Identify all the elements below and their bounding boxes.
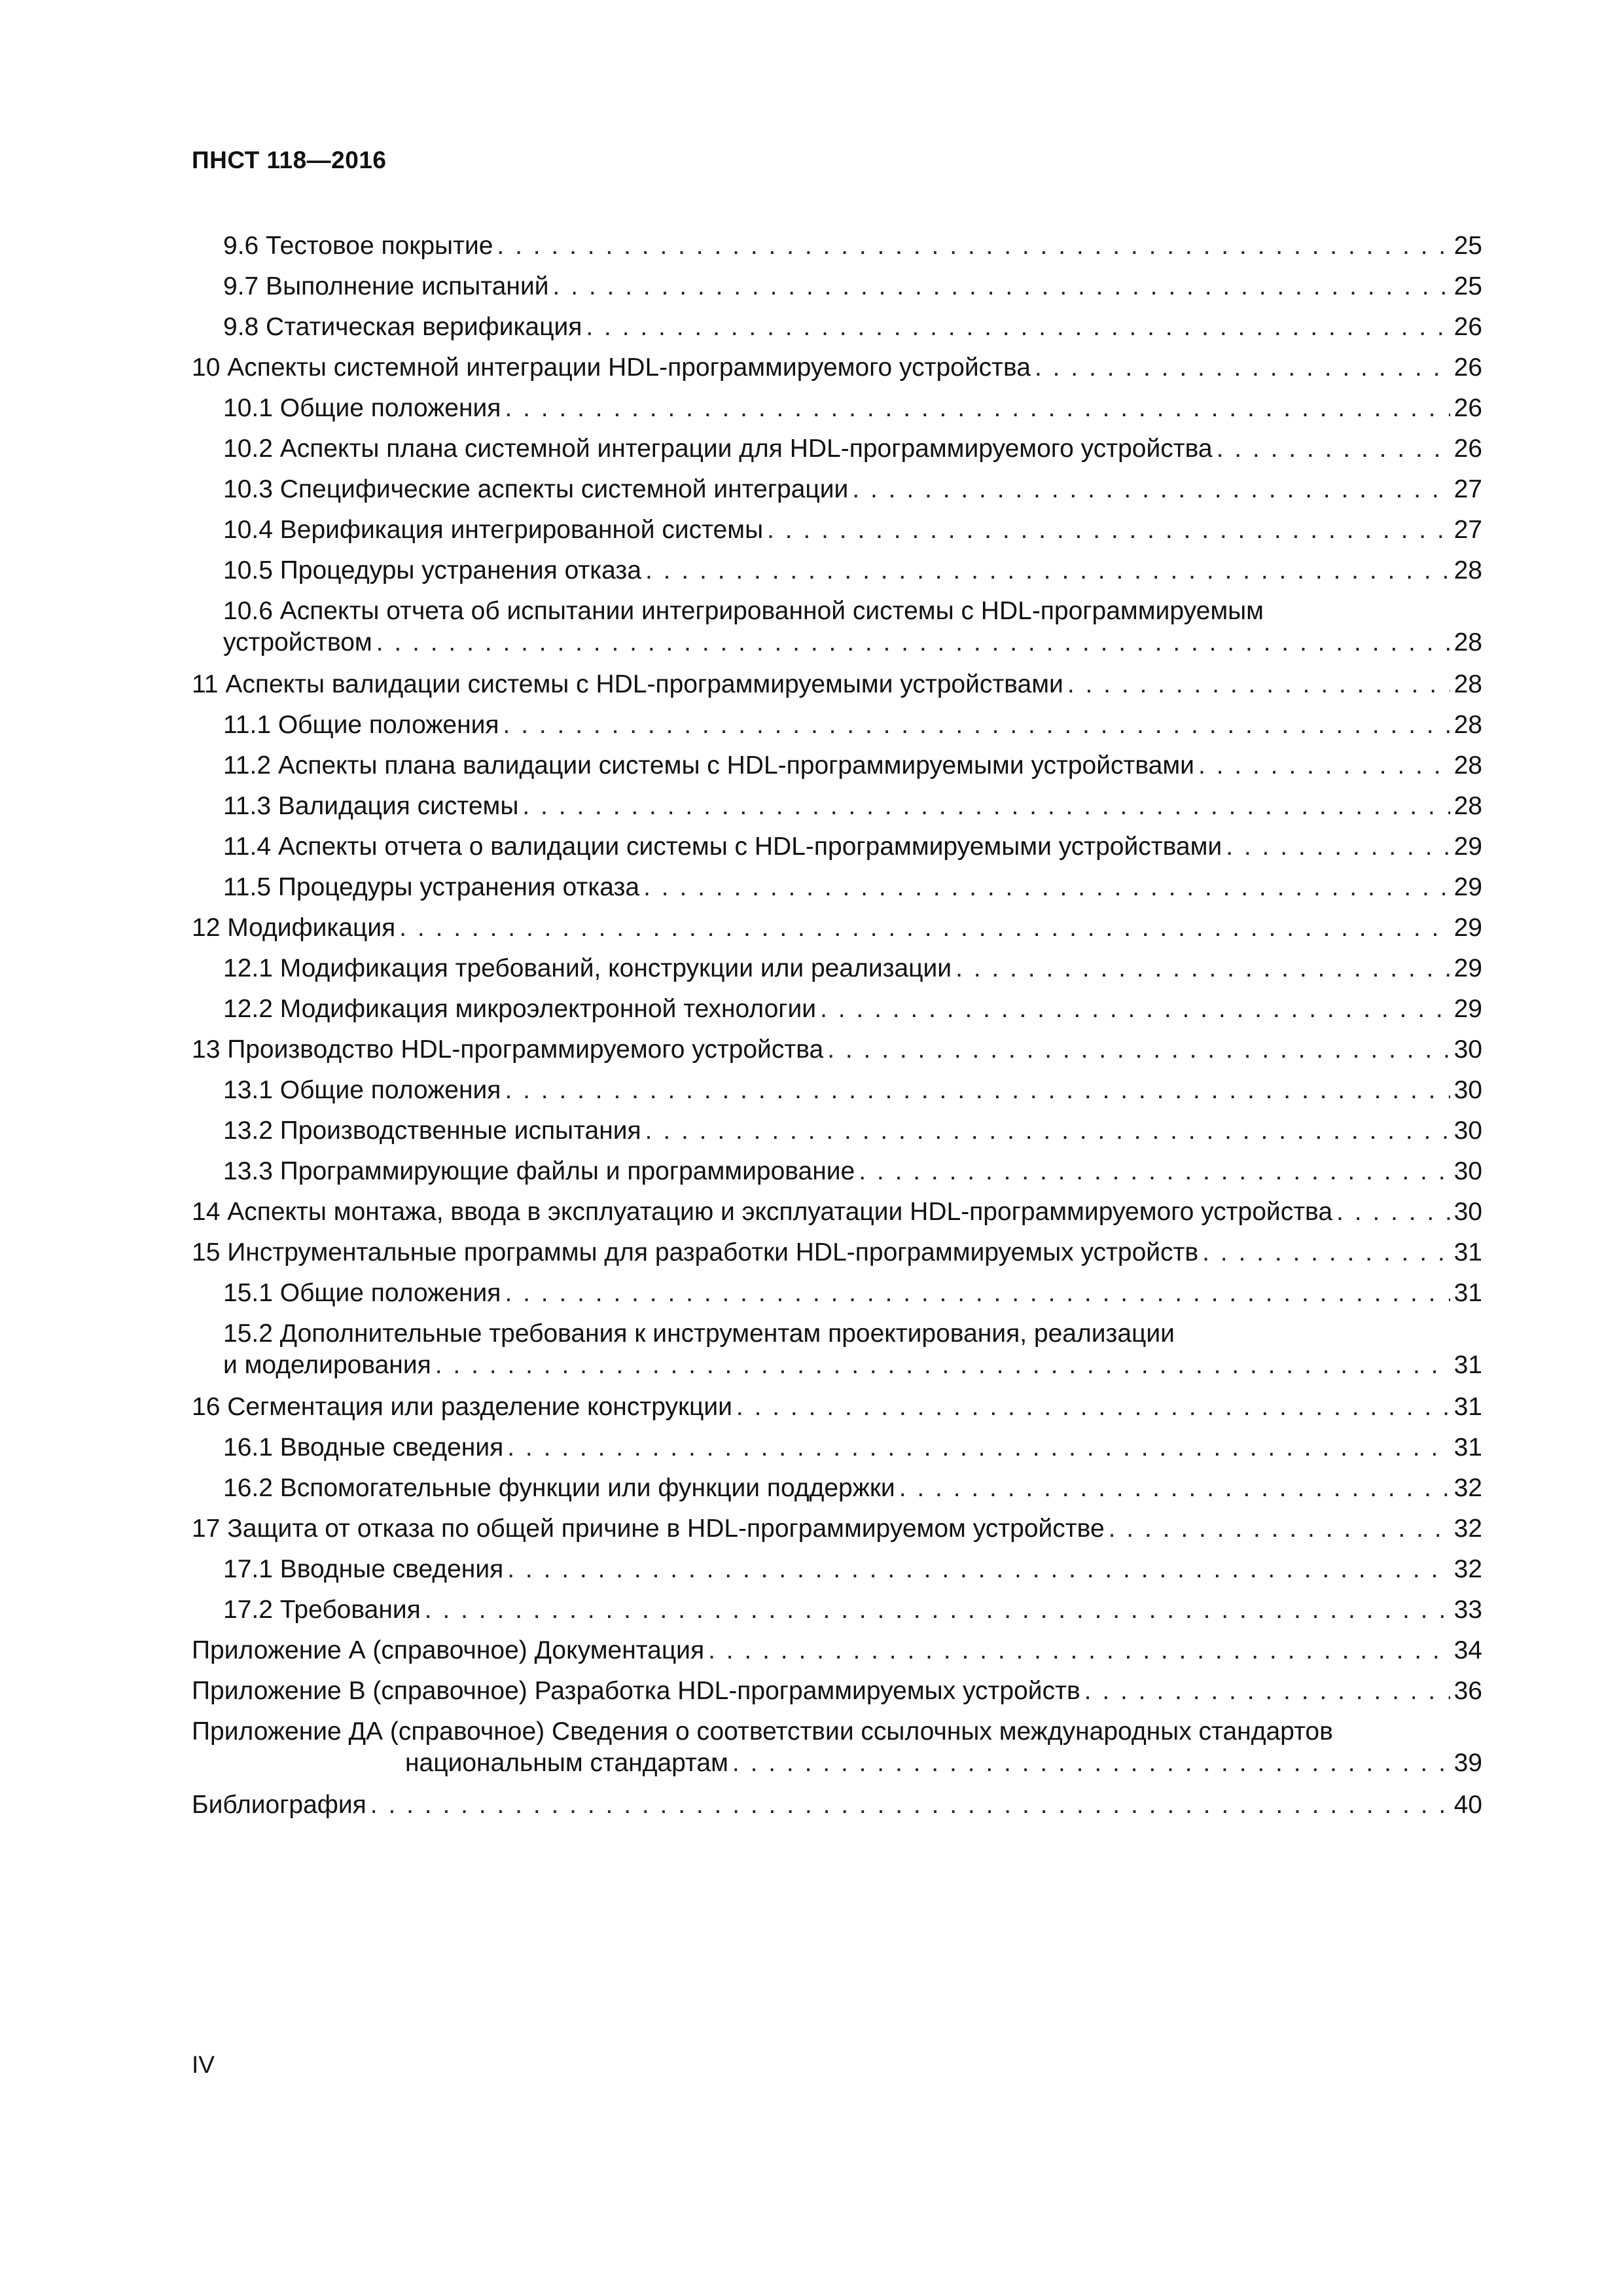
toc-entry[interactable] (192, 346, 1482, 386)
toc-entry-page: 40 (1454, 1791, 1482, 1819)
document-header: ПНСТ 118—2016 (192, 147, 387, 173)
toc-entry-title: 17.1 Вводные сведения (223, 1555, 504, 1583)
dot-leader (586, 312, 1450, 343)
toc-entry-title: 11.1 Общие положения (223, 711, 499, 739)
toc-entry-title: 15.2 Дополнительные требования к инструментам проектирования, реализации (223, 1319, 1175, 1348)
dot-leader (1198, 750, 1450, 781)
dot-leader (399, 912, 1450, 944)
toc-entry-title: 15 Инструментальные программы для разработки HDL-программируемых устройств (192, 1238, 1199, 1266)
toc-entry[interactable] (192, 906, 1482, 946)
dot-leader (1067, 669, 1450, 700)
toc-entry-page: 26 (1454, 435, 1482, 463)
dot-leader (505, 393, 1450, 424)
toc-entry-page: 34 (1454, 1636, 1482, 1664)
toc-entry-page: 36 (1454, 1677, 1482, 1705)
toc-entry-title: 10.5 Процедуры устранения отказа (223, 556, 642, 584)
dot-leader (507, 1432, 1450, 1463)
toc-entry-title: Приложение А (справочное) Документация (192, 1636, 705, 1664)
dot-leader (767, 514, 1450, 546)
toc-entry-page: 31 (1454, 1393, 1482, 1421)
toc-entry[interactable] (192, 427, 1482, 467)
toc-entry[interactable] (192, 1669, 1482, 1710)
toc-entry-page: 30 (1454, 1117, 1482, 1145)
toc-entry-title-continued: устройством (223, 628, 372, 656)
toc-entry-title: 10.2 Аспекты плана системной интеграции для HDL-программируемого устройства (223, 435, 1213, 463)
dot-leader (852, 474, 1450, 505)
toc-entry-title: 16 Сегментация или разделение конструкции (192, 1393, 732, 1421)
dot-leader (1084, 1676, 1450, 1707)
toc-entry-page: 30 (1454, 1076, 1482, 1104)
toc-entry-title: 16.1 Вводные сведения (223, 1433, 504, 1462)
toc-entry-title: 12.2 Модификация микроэлектронной технологии (223, 995, 817, 1023)
toc-entry-title: 10.1 Общие положения (223, 394, 501, 422)
toc-entry[interactable] (192, 467, 1482, 508)
toc-entry-page: 26 (1454, 353, 1482, 382)
dot-leader (645, 1115, 1450, 1147)
toc-entry-title: 10.6 Аспекты отчета об испытании интегрированной системы с HDL-программируемым (223, 597, 1264, 625)
toc-entry-title: 13 Производство HDL-программируемого устройства (192, 1035, 824, 1064)
toc-entry[interactable] (192, 987, 1482, 1028)
toc-entry[interactable] (192, 1547, 1482, 1588)
toc-entry[interactable] (192, 1507, 1482, 1547)
toc-entry-title: 11.3 Валидация системы (223, 792, 519, 820)
toc-entry[interactable] (192, 305, 1482, 346)
dot-leader (505, 1075, 1450, 1106)
toc-entry-title: 11.2 Аспекты плана валидации системы с HDL-программируемыми устройствами (223, 751, 1194, 780)
toc-entry-page: 27 (1454, 475, 1482, 503)
toc-entry[interactable] (192, 1109, 1482, 1149)
toc-entry-page: 28 (1454, 751, 1482, 780)
toc-entry[interactable] (192, 744, 1482, 784)
toc-entry-title: Приложение ДА (справочное) Сведения о соответствии ссылочных международных стандартов (192, 1717, 1333, 1746)
toc-entry-title-continued: и моделирования (223, 1351, 431, 1379)
toc-entry-page: 30 (1454, 1198, 1482, 1226)
dot-leader (553, 271, 1450, 302)
toc-entry-title: 9.6 Тестовое покрытие (223, 232, 493, 260)
dot-leader (505, 1278, 1450, 1309)
dot-leader (522, 791, 1450, 822)
toc-entry[interactable] (192, 1230, 1482, 1271)
toc-entry-page: 31 (1454, 1279, 1482, 1307)
toc-entry-page: 28 (1454, 670, 1482, 698)
toc-entry-title: 13.1 Общие положения (223, 1076, 501, 1104)
toc-entry[interactable] (192, 548, 1482, 589)
toc-entry-title: 17.2 Требования (223, 1596, 421, 1624)
toc-entry-title: 12 Модификация (192, 914, 396, 942)
toc-entry-title: 15.1 Общие положения (223, 1279, 501, 1307)
toc-entry[interactable] (192, 662, 1482, 703)
dot-leader (820, 994, 1450, 1025)
toc-entry-title: 10.4 Верификация интегрированной системы (223, 516, 764, 544)
toc-entry-page: 29 (1454, 833, 1482, 861)
toc-entry-page: 26 (1454, 394, 1482, 422)
toc-entry-page: 29 (1454, 954, 1482, 982)
toc-entry[interactable] (192, 224, 1482, 264)
toc-entry[interactable] (192, 1628, 1482, 1669)
toc-entry-page: 26 (1454, 313, 1482, 341)
toc-entry[interactable] (192, 1466, 1482, 1507)
toc-entry[interactable] (192, 1271, 1482, 1312)
toc-entry[interactable] (192, 865, 1482, 906)
toc-entry-page: 31 (1454, 1433, 1482, 1462)
toc-entry-title: 16.2 Вспомогательные функции или функции поддержки (223, 1474, 895, 1502)
toc-entry-title: 9.7 Выполнение испытаний (223, 272, 549, 300)
toc-entry-page: 39 (1454, 1749, 1482, 1777)
toc-entry[interactable] (192, 784, 1482, 825)
toc-entry-page: 25 (1454, 272, 1482, 300)
dot-leader (645, 555, 1450, 586)
toc-entry[interactable] (192, 1312, 1482, 1385)
toc-entry-page: 29 (1454, 914, 1482, 942)
dot-leader (376, 627, 1450, 658)
dot-leader (503, 709, 1450, 741)
toc-entry[interactable] (192, 508, 1482, 548)
toc-entry-title: 11 Аспекты валидации системы с HDL-программируемыми устройствами (192, 670, 1063, 698)
dot-leader (1035, 352, 1450, 384)
toc-entry-title: 17 Защита от отказа по общей причине в HDL-программируемом устройстве (192, 1515, 1105, 1543)
toc-entry-page: 32 (1454, 1555, 1482, 1583)
toc-entry-title: 13.3 Программирующие файлы и программирование (223, 1157, 855, 1185)
toc-entry-title: 10 Аспекты системной интеграции HDL-программируемого устройства (192, 353, 1031, 382)
toc-entry-title: 13.2 Производственные испытания (223, 1117, 641, 1145)
toc-entry[interactable] (192, 589, 1482, 662)
dot-leader (643, 872, 1450, 903)
toc-entry-title: 12.1 Модификация требований, конструкции или реализации (223, 954, 952, 982)
toc-entry[interactable] (192, 1385, 1482, 1426)
dot-leader (1226, 831, 1450, 863)
toc-entry[interactable] (192, 1783, 1482, 1823)
toc-entry-page: 30 (1454, 1157, 1482, 1185)
page-number: IV (192, 2051, 215, 2078)
toc-entry[interactable] (192, 946, 1482, 987)
toc-entry-title: 9.8 Статическая верификация (223, 313, 582, 341)
dot-leader (497, 230, 1450, 262)
toc-entry-page: 29 (1454, 995, 1482, 1023)
dot-leader (507, 1554, 1450, 1585)
toc-entry[interactable] (192, 825, 1482, 865)
toc-entry-title: 10.3 Специфические аспекты системной интеграции (223, 475, 849, 503)
toc-entry-page: 32 (1454, 1515, 1482, 1543)
toc-entry-page: 31 (1454, 1238, 1482, 1266)
toc-entry[interactable] (192, 1190, 1482, 1230)
dot-leader (732, 1748, 1450, 1779)
toc-entry-title-continued: национальным стандартам (405, 1749, 728, 1777)
dot-leader (736, 1391, 1450, 1423)
toc-entry[interactable] (192, 1149, 1482, 1190)
toc-entry-page: 29 (1454, 873, 1482, 901)
toc-entry-title: Библиография (192, 1791, 366, 1819)
toc-entry[interactable] (192, 1588, 1482, 1628)
dot-leader (955, 953, 1450, 984)
dot-leader (1336, 1196, 1450, 1228)
dot-leader (708, 1635, 1450, 1666)
toc-entry-page: 30 (1454, 1035, 1482, 1064)
toc-entry-title: Приложение В (справочное) Разработка HDL-программируемых устройств (192, 1677, 1080, 1705)
toc-entry[interactable] (192, 1426, 1482, 1466)
dot-leader (425, 1594, 1450, 1626)
toc-entry-page: 31 (1454, 1351, 1482, 1379)
dot-leader (827, 1034, 1450, 1066)
toc-entry[interactable] (192, 1068, 1482, 1109)
toc-entry-title: 14 Аспекты монтажа, ввода в эксплуатацию и эксплуатации HDL-программируемого устройства (192, 1198, 1333, 1226)
dot-leader (899, 1473, 1450, 1504)
toc-entry-title: 11.4 Аспекты отчета о валидации системы с HDL-программируемыми устройствами (223, 833, 1222, 861)
toc-entry[interactable] (192, 1710, 1482, 1783)
toc-entry-page: 27 (1454, 516, 1482, 544)
toc-entry-title: 11.5 Процедуры устранения отказа (223, 873, 640, 901)
toc-entry-page: 33 (1454, 1596, 1482, 1624)
dot-leader (1202, 1237, 1450, 1268)
toc-entry[interactable] (192, 386, 1482, 427)
toc-entry-page: 28 (1454, 628, 1482, 656)
dot-leader (1109, 1513, 1450, 1545)
dot-leader (859, 1156, 1450, 1187)
dot-leader (1217, 433, 1450, 465)
table-of-contents (192, 224, 1482, 1823)
dot-leader (370, 1789, 1450, 1821)
toc-entry[interactable] (192, 1028, 1482, 1068)
toc-entry-page: 28 (1454, 556, 1482, 584)
toc-entry-page: 28 (1454, 792, 1482, 820)
toc-entry[interactable] (192, 703, 1482, 744)
toc-entry-page: 28 (1454, 711, 1482, 739)
toc-entry[interactable] (192, 264, 1482, 305)
dot-leader (435, 1350, 1450, 1381)
toc-entry-page: 32 (1454, 1474, 1482, 1502)
toc-entry-page: 25 (1454, 232, 1482, 260)
